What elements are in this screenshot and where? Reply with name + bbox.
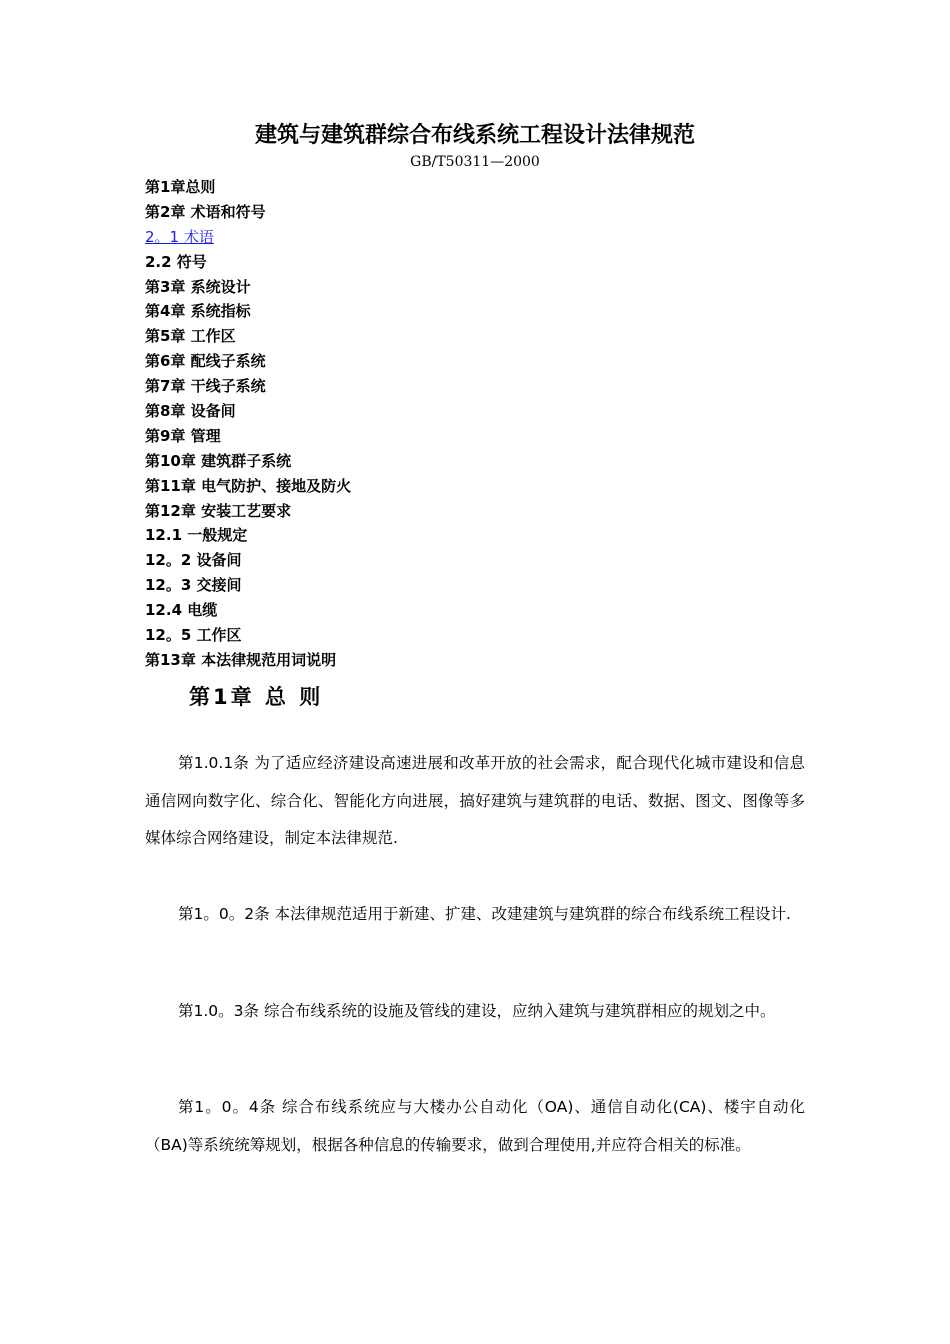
toc-item: 12。2 设备间 xyxy=(145,551,242,570)
toc-item: 第2章 术语和符号 xyxy=(145,202,266,221)
document-title: 建筑与建筑群综合布线系统工程设计法律规范 xyxy=(254,123,695,148)
toc-item: 12。3 交接间 xyxy=(145,576,242,595)
toc-item: 第5章 工作区 xyxy=(145,327,236,346)
table-of-contents xyxy=(145,175,745,673)
toc-item: 第8章 设备间 xyxy=(145,402,236,421)
toc-item: 第9章 管理 xyxy=(145,426,221,445)
toc-item: 12.1 一般规定 xyxy=(145,526,248,545)
paragraph-1-0-1: 第1.0.1条 为了适应经济建设高速进展和改革开放的社会需求，配合现代化城市建设和信息通信网向数字化、综合化、智能化方向进展，搞好建筑与建筑群的电话、数据、图文、图像等多媒体综合网络建设，制定本法律规范. xyxy=(145,754,805,847)
toc-item: 第12章 安装工艺要求 xyxy=(145,501,292,520)
chapter-heading: 第1章 总 则 xyxy=(189,685,324,709)
toc-item: 12.4 电缆 xyxy=(145,601,218,620)
paragraph-1-0-3: 第1.0。3条 综合布线系统的设施及管线的建设，应纳入建筑与建筑群相应的规划之中。 xyxy=(178,1002,776,1020)
toc-item: 第10章 建筑群子系统 xyxy=(145,451,292,470)
toc-item: 第3章 系统设计 xyxy=(145,277,251,296)
toc-item: 第6章 配线子系统 xyxy=(145,352,266,371)
toc-item: 第1章总则 xyxy=(145,178,216,196)
paragraph-1-0-4: 第1。0。4条 综合布线系统应与大楼办公自动化（OA)、通信自动化(CA)、楼宇自动化（BA)等系统统筹规划，根据各种信息的传输要求，做到合理使用,并应符合相关的标准。 xyxy=(145,1098,805,1154)
paragraph-1-0-2: 第1。0。2条 本法律规范适用于新建、扩建、改建建筑与建筑群的综合布线系统工程设计. xyxy=(178,905,791,923)
toc-link[interactable]: 2。1 术语 xyxy=(145,227,214,246)
toc-item: 第11章 电气防护、接地及防火 xyxy=(145,476,352,495)
toc-item: 第4章 系统指标 xyxy=(145,302,251,321)
toc-item: 12。5 工作区 xyxy=(145,626,242,645)
toc-item: 第13章 本法律规范用词说明 xyxy=(145,650,337,669)
toc-item: 第7章 干线子系统 xyxy=(145,377,266,396)
standard-code: GB/T50311—2000 xyxy=(410,154,540,170)
toc-item: 2.2 符号 xyxy=(145,252,207,271)
